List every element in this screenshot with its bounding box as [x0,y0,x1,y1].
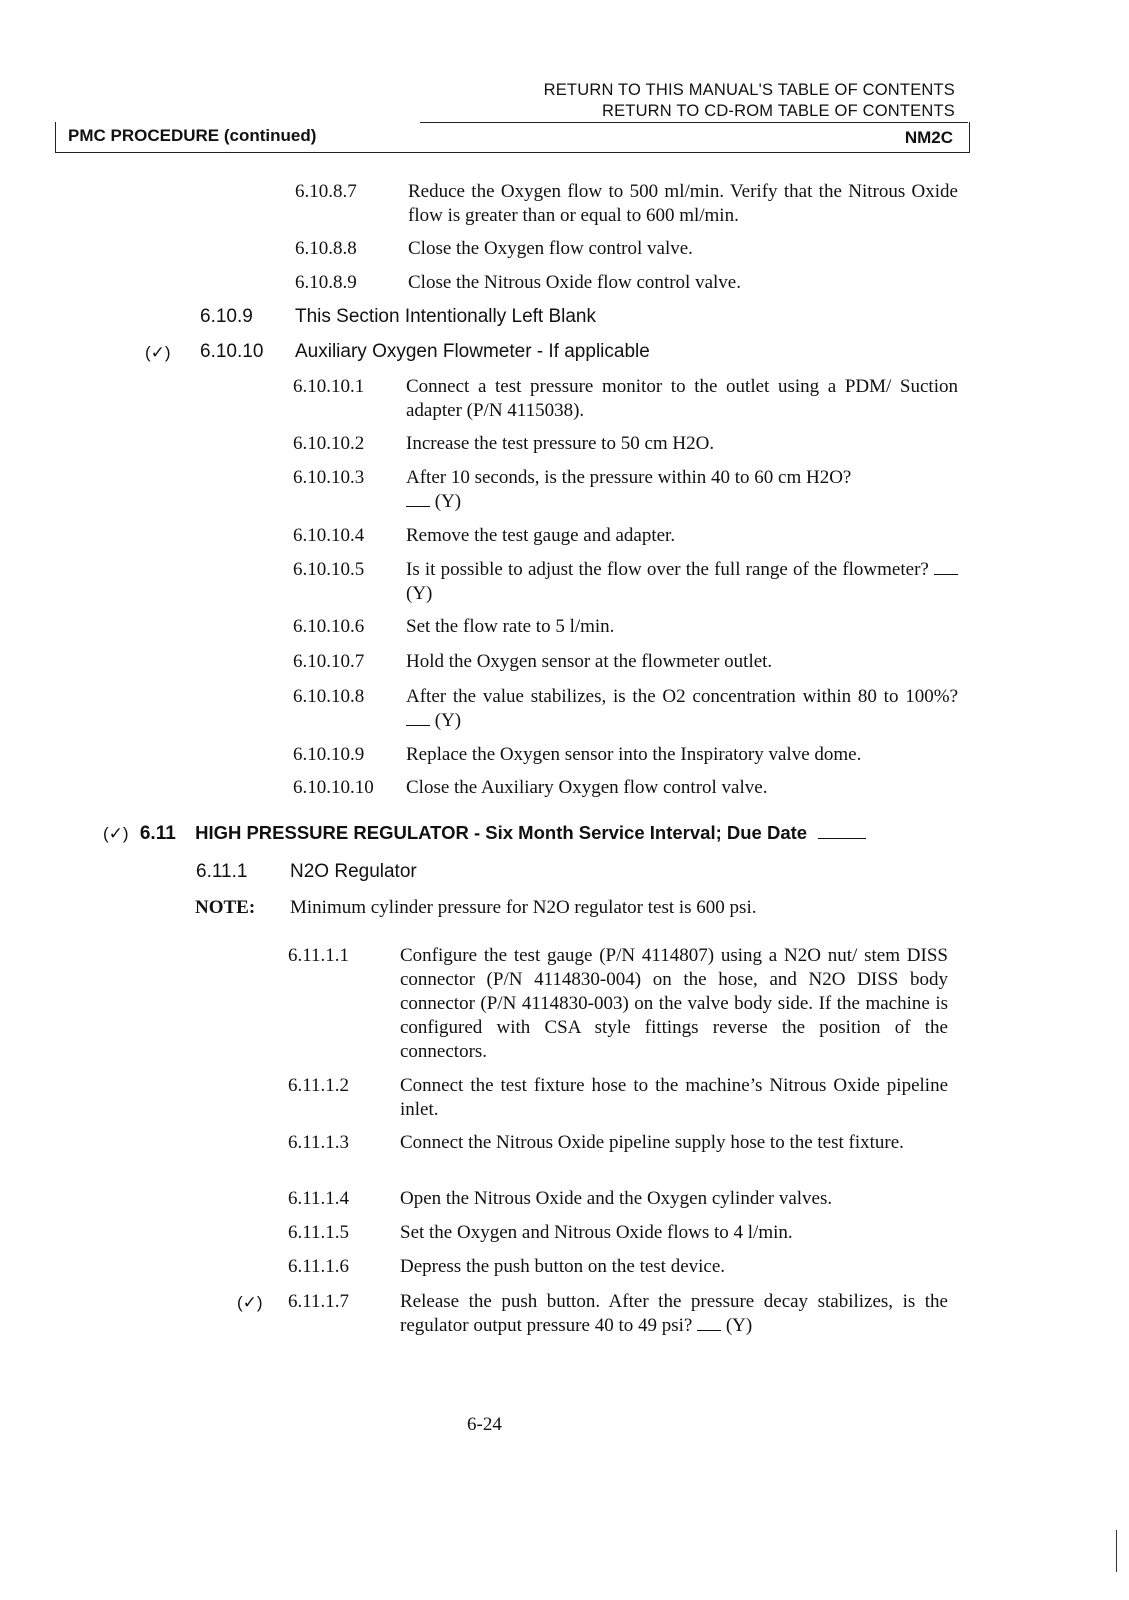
step-text: Set the flow rate to 5 l/min. [406,616,615,637]
section-number: 6.10.9 [200,306,253,327]
scan-edge-mark [1116,1530,1117,1572]
step-number: 6.10.8.7 [295,181,357,202]
step-number: 6.10.10.9 [293,744,365,765]
toc-links [544,80,955,122]
step-text: Reduce the Oxygen flow to 500 ml/min. Verify that the Nitrous Oxide flow is greater than or equal to 600 ml/min. [408,181,958,226]
step-text: Configure the test gauge (P/N 4114807) using a N2O nut/ stem DISS connector (P/N 4114830-004) on the hose, and N2O DISS body connector (P/N 4114830-003) on the valve body side. If the machine is configured with CSA style fittings reverse the position of the connectors. [400,945,948,1062]
step-number: 6.11.1.7 [288,1291,350,1312]
step-text [406,685,958,733]
section-number: 6.10.10 [200,341,264,362]
step-text: Remove the test gauge and adapter. [406,525,676,546]
step-text [406,466,958,514]
section-title: HIGH PRESSURE REGULATOR - Six Month Service Interval; Due Date [195,822,808,843]
section-number: 6.11 [139,823,176,844]
note-text: Minimum cylinder pressure for N2O regulator test is 600 psi. [290,897,757,918]
step-text: Replace the Oxygen sensor into the Inspiratory valve dome. [406,744,862,765]
step-number: 6.11.1.6 [288,1256,350,1277]
checkmark-icon: (✓) [237,1293,263,1312]
step-number: 6.11.1.2 [288,1075,350,1096]
step-number: 6.11.1.1 [288,945,350,966]
step-text: Connect the test fixture hose to the machine’s Nitrous Oxide pipeline inlet. [400,1075,948,1120]
section-title: This Section Intentionally Left Blank [295,306,597,327]
answer-yes: (Y) [434,491,462,512]
step-text: Open the Nitrous Oxide and the Oxygen cylinder valves. [400,1188,833,1209]
step-text: Close the Auxiliary Oxygen flow control valve. [406,777,768,798]
section-number: 6.11.1 [196,861,248,882]
step-text-body: After 10 seconds, is the pressure within 40 to 60 cm H2O? [406,467,852,488]
page-number: 6-24 [467,1414,502,1435]
step-row [295,180,965,230]
step-text-body: Is it possible to adjust the flow over the full range of the flowmeter? [406,559,929,580]
answer-blank[interactable] [406,711,430,726]
answer-blank[interactable] [934,560,958,575]
checkmark-icon: (✓) [103,824,129,843]
header-code: NM2C [904,128,953,147]
answer-blank[interactable] [697,1316,721,1331]
step-text [406,558,958,606]
procedure-header [55,122,970,153]
step-number: 6.10.10.7 [293,651,365,672]
step-text: Set the Oxygen and Nitrous Oxide flows to 4 l/min. [400,1222,793,1243]
checkmark-icon: (✓) [145,343,171,362]
step-text-body: After the value stabilizes, is the O2 concentration within 80 to 100%? [406,686,958,707]
step-number: 6.10.10.5 [293,559,365,580]
section-heading [103,821,963,846]
step-number: 6.10.10.2 [293,433,365,454]
answer-yes: (Y) [725,1315,753,1336]
answer-blank[interactable] [406,492,430,507]
section-title: N2O Regulator [290,861,417,882]
step-number: 6.10.10.6 [293,616,365,637]
step-text [400,1290,948,1338]
step-number: 6.10.10.8 [293,686,365,707]
step-text: Close the Oxygen flow control valve. [408,238,693,259]
step-number: 6.10.10.4 [293,525,365,546]
manual-toc-link[interactable]: RETURN TO THIS MANUAL'S TABLE OF CONTENTS [543,81,955,99]
header-title: PMC PROCEDURE (continued) [68,126,317,145]
cdrom-toc-link[interactable]: RETURN TO CD-ROM TABLE OF CONTENTS [601,102,955,120]
step-number: 6.10.10.3 [293,467,365,488]
step-text: Connect a test pressure monitor to the outlet using a PDM/ Suction adapter (P/N 4115038). [406,376,958,421]
step-text: Depress the push button on the test device. [400,1256,726,1277]
step-number: 6.10.8.8 [295,238,357,259]
step-number: 6.11.1.3 [288,1132,350,1153]
step-text: Increase the test pressure to 50 cm H2O. [406,433,715,454]
answer-yes: (Y) [434,710,462,731]
step-number: 6.10.10.1 [293,376,365,397]
note-label: NOTE: [195,897,256,918]
step-text: Hold the Oxygen sensor at the flowmeter outlet. [406,651,773,672]
step-number: 6.11.1.5 [288,1222,350,1243]
step-number: 6.10.8.9 [295,272,357,293]
step-text-body: Release the push button. After the pressure decay stabilizes, is the regulator output pressure 40 to 49 psi? [400,1291,948,1336]
step-text: Connect the Nitrous Oxide pipeline supply hose to the test fixture. [400,1132,904,1153]
section-title: Auxiliary Oxygen Flowmeter - If applicable [295,341,650,362]
due-date-blank[interactable] [818,824,866,839]
step-number: 6.10.10.10 [293,777,374,798]
answer-yes: (Y) [406,583,433,604]
step-number: 6.11.1.4 [288,1188,350,1209]
step-text: Close the Nitrous Oxide flow control valve. [408,272,741,293]
